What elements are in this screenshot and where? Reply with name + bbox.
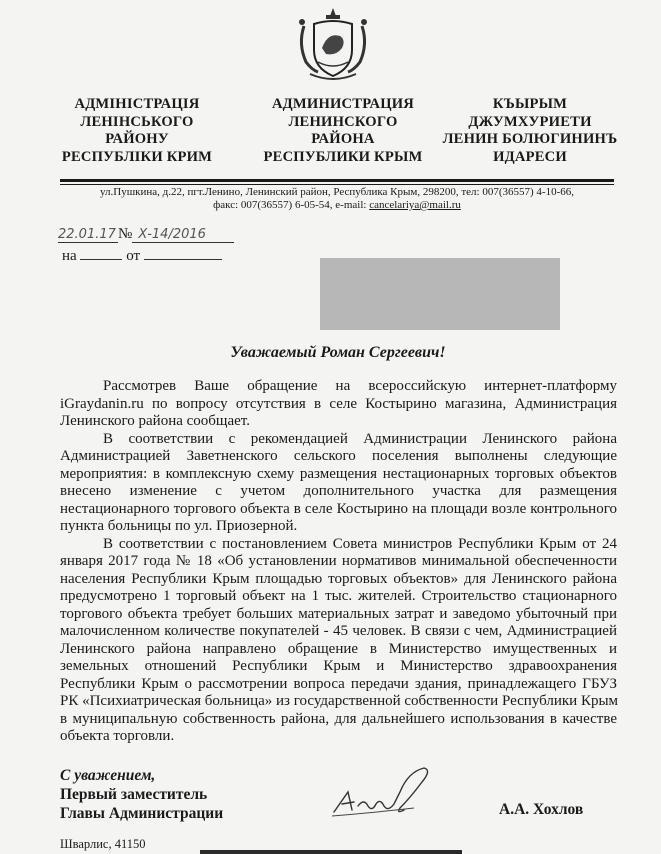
header-ru-line: РАЙОНА [311, 131, 375, 147]
blank-number-field [80, 247, 122, 260]
body-line: населения Республики Крым площадью торговых объектов» для Ленинского района [60, 570, 617, 587]
header-cr-line: КЪЫРЫМ [492, 96, 568, 112]
body-line: Ленинского района направлено обращение в Министерство имущественных и [60, 640, 617, 657]
coat-of-arms-emblem [292, 4, 374, 84]
body-line: Администрацией Заветненского сельского поселения выполнены следующие [60, 448, 617, 464]
header-cr-line: ДЖУМХУРИЕТИ [468, 113, 592, 130]
signer-name: А.А. Хохлов [499, 801, 584, 818]
body-line: РК «Психиатрическая больница» из государственной собственности Республики Крым [60, 693, 619, 709]
body-line: в муниципальную собственность района, для дальнейшего использования в качестве [60, 710, 617, 727]
body-line: пункта больницы по ул. Приозерной. [60, 518, 298, 534]
header-ua-line: РАЙОНУ [105, 131, 169, 147]
header-ru-line: ЛЕНИНСКОГО [288, 113, 398, 130]
from-label: от [126, 248, 141, 264]
header-crimean-tatar [440, 96, 620, 166]
header-ukrainian [52, 96, 222, 166]
fax-label: факс: 007(36557) 6-05-54, e-mail: [213, 199, 370, 211]
address-line-contacts [60, 199, 614, 212]
body-line: предусмотрено 1 торговый объект на 1 тыс. жителей. Строительство стационарного [60, 588, 617, 604]
registration-number-line [58, 226, 234, 243]
salutation: Уважаемый Роман Сергеевич! [230, 344, 446, 361]
body-line: Ленинского района сообщает. [60, 413, 250, 429]
body-line: Рассмотрев Ваше обращение на всероссийскую интернет-платформу [103, 378, 617, 394]
letter-body [60, 378, 617, 746]
header-ru-line: РЕСПУБЛИКИ КРЫМ [263, 148, 423, 165]
body-line: В соответствии с постановлением Совета министров Республики Крым от 24 [103, 535, 617, 552]
body-line: внесено изменение с учетом дополнительного участка для размещения [60, 483, 617, 499]
header-divider-thin [60, 184, 614, 185]
body-line: земельных отношений Республики Крым и Министерство здравоохранения [60, 658, 617, 674]
handwritten-number: Х-14/2016 [132, 227, 234, 243]
handwritten-signature [330, 762, 440, 824]
regards-text: С уважением, [60, 767, 156, 784]
header-divider-thick [60, 179, 614, 182]
position-line: Первый заместитель [60, 786, 208, 803]
body-line: В соответствии с рекомендацией Администрации Ленинского района [103, 430, 617, 447]
number-sign: № [118, 226, 133, 242]
handwritten-date: 22.01.17 [58, 227, 118, 243]
header-cr-line: ЛЕНИН БОЛЮГИНИНЪ [442, 131, 618, 147]
header-ua-line: ЛЕНІНСЬКОГО [80, 113, 194, 130]
email-link[interactable]: cancelariya@mail.ru [369, 199, 461, 211]
header-ru-line: АДМИНИСТРАЦИЯ [271, 96, 415, 112]
registration-reference-line [62, 247, 222, 265]
body-line: мероприятия: в комплексную схему размещения нестационарных торговых объектов [60, 465, 617, 482]
header-ua-line: РЕСПУБЛІКИ КРИМ [61, 148, 213, 165]
bottom-edge-bar [200, 850, 462, 854]
blank-date-field [144, 247, 222, 260]
address-line: ул.Пушкина, д.22, пгт.Ленино, Ленинский район, Республика Крым, 298200, тел: 007(36557) 4-10-66, [100, 186, 574, 198]
footer-executor: Шварлис, 41150 [60, 837, 146, 851]
closing-block [60, 766, 223, 823]
position-line: Главы Администрации [60, 805, 224, 822]
header-cr-line: ИДАРЕСИ [493, 148, 567, 165]
body-line: малочисленном количестве покупателей - 45 человек. В связи с чем, Администрацией [60, 623, 617, 639]
body-line: торгового объекта требует больших материальных затрат и заведомо убыточный при [60, 605, 617, 622]
header-russian [258, 96, 428, 166]
body-line: объекта торговли. [60, 728, 175, 744]
redacted-recipient-block [320, 258, 560, 330]
body-line: iGraydanin.ru по вопросу отсутствия в селе Костырино магазина, Администрация [60, 395, 617, 412]
on-label: на [62, 248, 77, 264]
address-block [60, 186, 614, 212]
header-ua-line: АДМІНІСТРАЦІЯ [74, 96, 200, 112]
body-line: нестационарного торгового объекта в селе Костырино на площади возле контрольного [60, 500, 617, 517]
body-line: января 2017 года № 18 «Об установлении нормативов минимальной обеспеченности [60, 553, 617, 569]
body-line: Республики Крым о рассмотрении вопроса передачи здания, принадлежащего ГБУЗ [60, 675, 617, 692]
